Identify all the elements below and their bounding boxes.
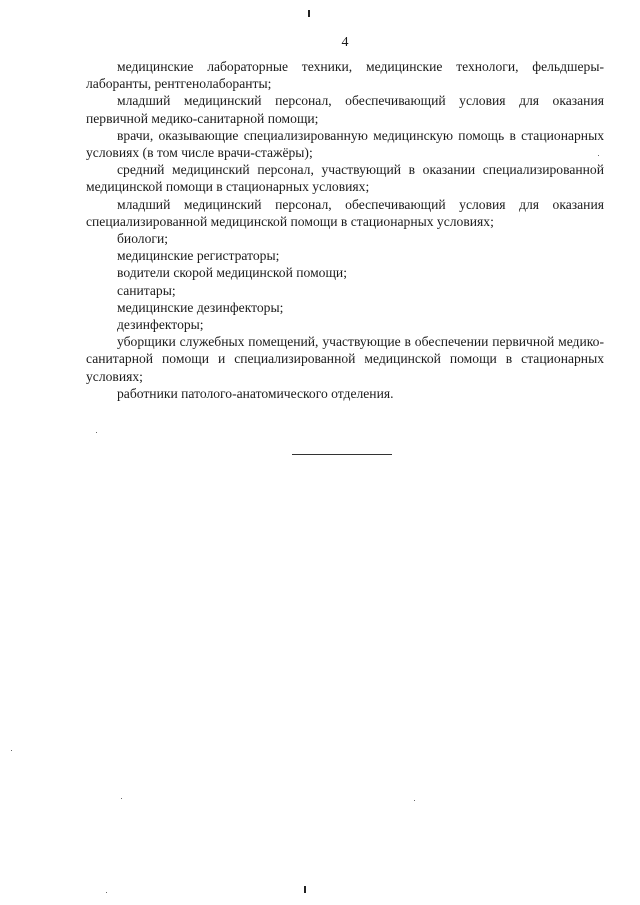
list-item: средний медицинский персонал, участвующий в оказании специализированной медицинской помощи в стационарных условиях;: [86, 162, 604, 195]
scan-speck: [96, 432, 97, 433]
end-of-document-rule: [292, 454, 392, 455]
list-item: младший медицинский персонал, обеспечивающий условия для оказания первичной медико-санитарной помощи;: [86, 93, 604, 126]
scan-speck: [106, 892, 107, 893]
list-item: младший медицинский персонал, обеспечивающий условия для оказания специализированной медицинской помощи в стационарных условиях;: [86, 196, 604, 229]
list-item: биологи;: [117, 231, 169, 247]
list-item: уборщики служебных помещений, участвующие в обеспечении первичной медико-санитарной помощи и специализированной медицинской помощи в стационарных условиях;: [86, 334, 604, 384]
page-number: 4: [341, 35, 349, 50]
document-body: [86, 58, 604, 402]
scan-speck: [121, 798, 122, 799]
list-item: дезинфекторы;: [117, 317, 204, 333]
list-item: медицинские лабораторные техники, медицинские технологи, фельдшеры-лаборанты, рентгенолаборанты;: [86, 59, 604, 92]
list-item: врачи, оказывающие специализированную медицинскую помощь в стационарных условиях (в том числе врачи-стажёры);: [86, 127, 604, 161]
list-item: медицинские дезинфекторы;: [117, 299, 284, 315]
scan-speck: [414, 800, 415, 801]
list-item: санитары;: [117, 282, 176, 298]
scan-speck: [11, 750, 12, 751]
list-item: медицинские регистраторы;: [117, 248, 280, 264]
scan-speck: [598, 155, 599, 156]
scan-mark: [304, 886, 306, 893]
list-item: работники патолого-анатомического отделения.: [117, 385, 394, 401]
scan-mark: [308, 10, 310, 17]
list-item: водители скорой медицинской помощи;: [117, 265, 347, 281]
